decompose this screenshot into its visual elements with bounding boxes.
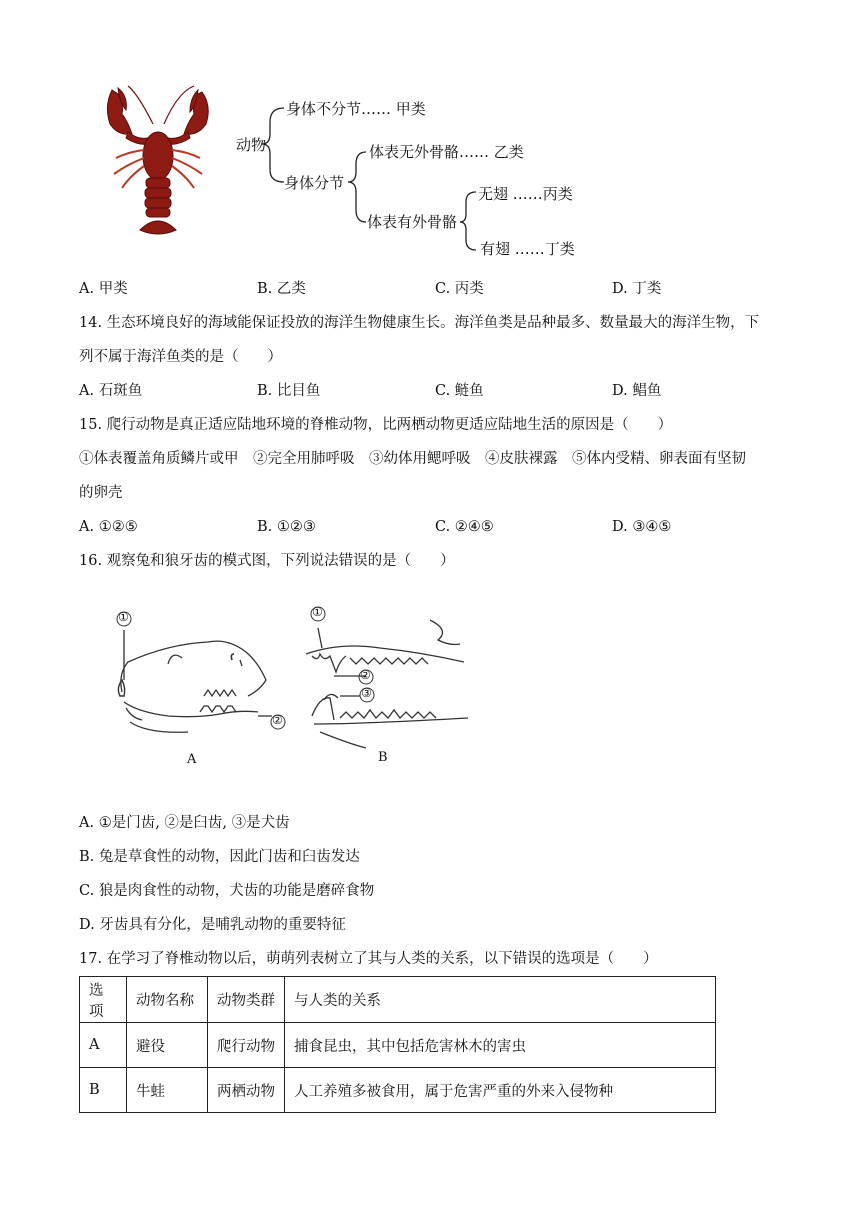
wolf-mark-canine: ③ [361, 686, 372, 700]
table-cell: 人工养殖多被食用，属于危害严重的外来入侵物种 [285, 1068, 716, 1113]
q14-option-b: B. 比目鱼 [257, 383, 321, 399]
q14-stem-line1: 14. 生态环境良好的海域能保证投放的海洋生物健康生长。海洋鱼类是品种最多、数量最大的海洋生物，下 [79, 315, 760, 331]
table-cell: A [80, 1023, 127, 1068]
rabbit-mark-molar: ② [272, 713, 283, 727]
table-cell: 避役 [127, 1023, 208, 1068]
rabbit-mark-incisor: ① [118, 610, 129, 624]
q16-option-c: C. 狼是肉食性的动物，犬齿的功能是磨碎食物 [79, 883, 375, 899]
table-row [80, 1068, 716, 1113]
wolf-mark-molar: ② [360, 668, 371, 682]
tree-node-exoskeleton: 体表有外骨骼 [367, 213, 458, 231]
tree-node-winged: 有翅 ……丁类 [480, 240, 575, 258]
tree-node-unsegmented: 身体不分节…… 甲类 [286, 100, 426, 118]
table-cell: 牛蛙 [127, 1068, 208, 1113]
tree-node-wingless: 无翅 ……丙类 [478, 185, 573, 203]
q13-option-b: B. 乙类 [257, 281, 306, 297]
table-cell: B [80, 1068, 127, 1113]
q16-option-d: D. 牙齿具有分化，是哺乳动物的重要特征 [79, 917, 346, 933]
q16-stem: 16. 观察兔和狼牙齿的模式图，下列说法错误的是（ ） [79, 553, 455, 569]
q15-option-c: C. ②④⑤ [435, 519, 494, 535]
q16-option-a: A. ①是门齿, ②是臼齿, ③是犬齿 [79, 815, 290, 831]
q13-option-a: A. 甲类 [79, 281, 128, 297]
tree-node-segmented: 身体分节 [284, 174, 345, 192]
tree-root: 动物 [236, 136, 267, 154]
q17-table [79, 976, 716, 1113]
table-row [80, 1023, 716, 1068]
q15-stem-line1: 15. 爬行动物是真正适应陆地环境的脊椎动物，比两栖动物更适应陆地生活的原因是（ ） [79, 417, 673, 433]
q16-option-b: B. 兔是草食性的动物，因此门齿和臼齿发达 [79, 849, 360, 865]
q14-option-d: D. 鲳鱼 [612, 383, 662, 399]
header-cell-relation: 与人类的关系 [285, 977, 716, 1023]
crayfish-image [98, 84, 228, 240]
rabbit-teeth-diagram [108, 600, 298, 750]
wolf-mark-incisor: ① [312, 605, 323, 619]
q15-option-d: D. ③④⑤ [612, 519, 672, 535]
q13-option-d: D. 丁类 [612, 281, 662, 297]
header-cell-name: 动物名称 [127, 977, 208, 1023]
table-header-row [80, 977, 716, 1023]
q14-option-a: A. 石斑鱼 [79, 383, 143, 399]
header-cell-group: 动物类群 [208, 977, 285, 1023]
q15-stem-line2: ①体表覆盖角质鳞片或甲 ②完全用肺呼吸 ③幼体用鳃呼吸 ④皮肤裸露 ⑤体内受精、卵表面有坚韧 [79, 451, 746, 467]
table-cell: 爬行动物 [208, 1023, 285, 1068]
wolf-teeth-diagram [300, 600, 480, 750]
figure-label-a: A [187, 752, 197, 767]
table-cell: 捕食昆虫，其中包括危害林木的害虫 [285, 1023, 716, 1068]
q15-option-b: B. ①②③ [257, 519, 316, 535]
tree-node-no-exoskeleton: 体表无外骨骼…… 乙类 [369, 143, 524, 161]
q14-stem-line2: 列不属于海洋鱼类的是（ ） [79, 349, 282, 365]
table-cell: 两栖动物 [208, 1068, 285, 1113]
figure-label-b: B [378, 750, 388, 765]
q14-option-c: C. 鲢鱼 [435, 383, 484, 399]
header-cell-option: 选项 [80, 977, 127, 1023]
q17-stem: 17. 在学习了脊椎动物以后，萌萌列表树立了其与人类的关系，以下错误的选项是（ ） [79, 951, 658, 967]
q15-option-a: A. ①②⑤ [79, 519, 138, 535]
q15-stem-line3: 的卵壳 [79, 485, 123, 501]
q13-option-c: C. 丙类 [435, 281, 484, 297]
